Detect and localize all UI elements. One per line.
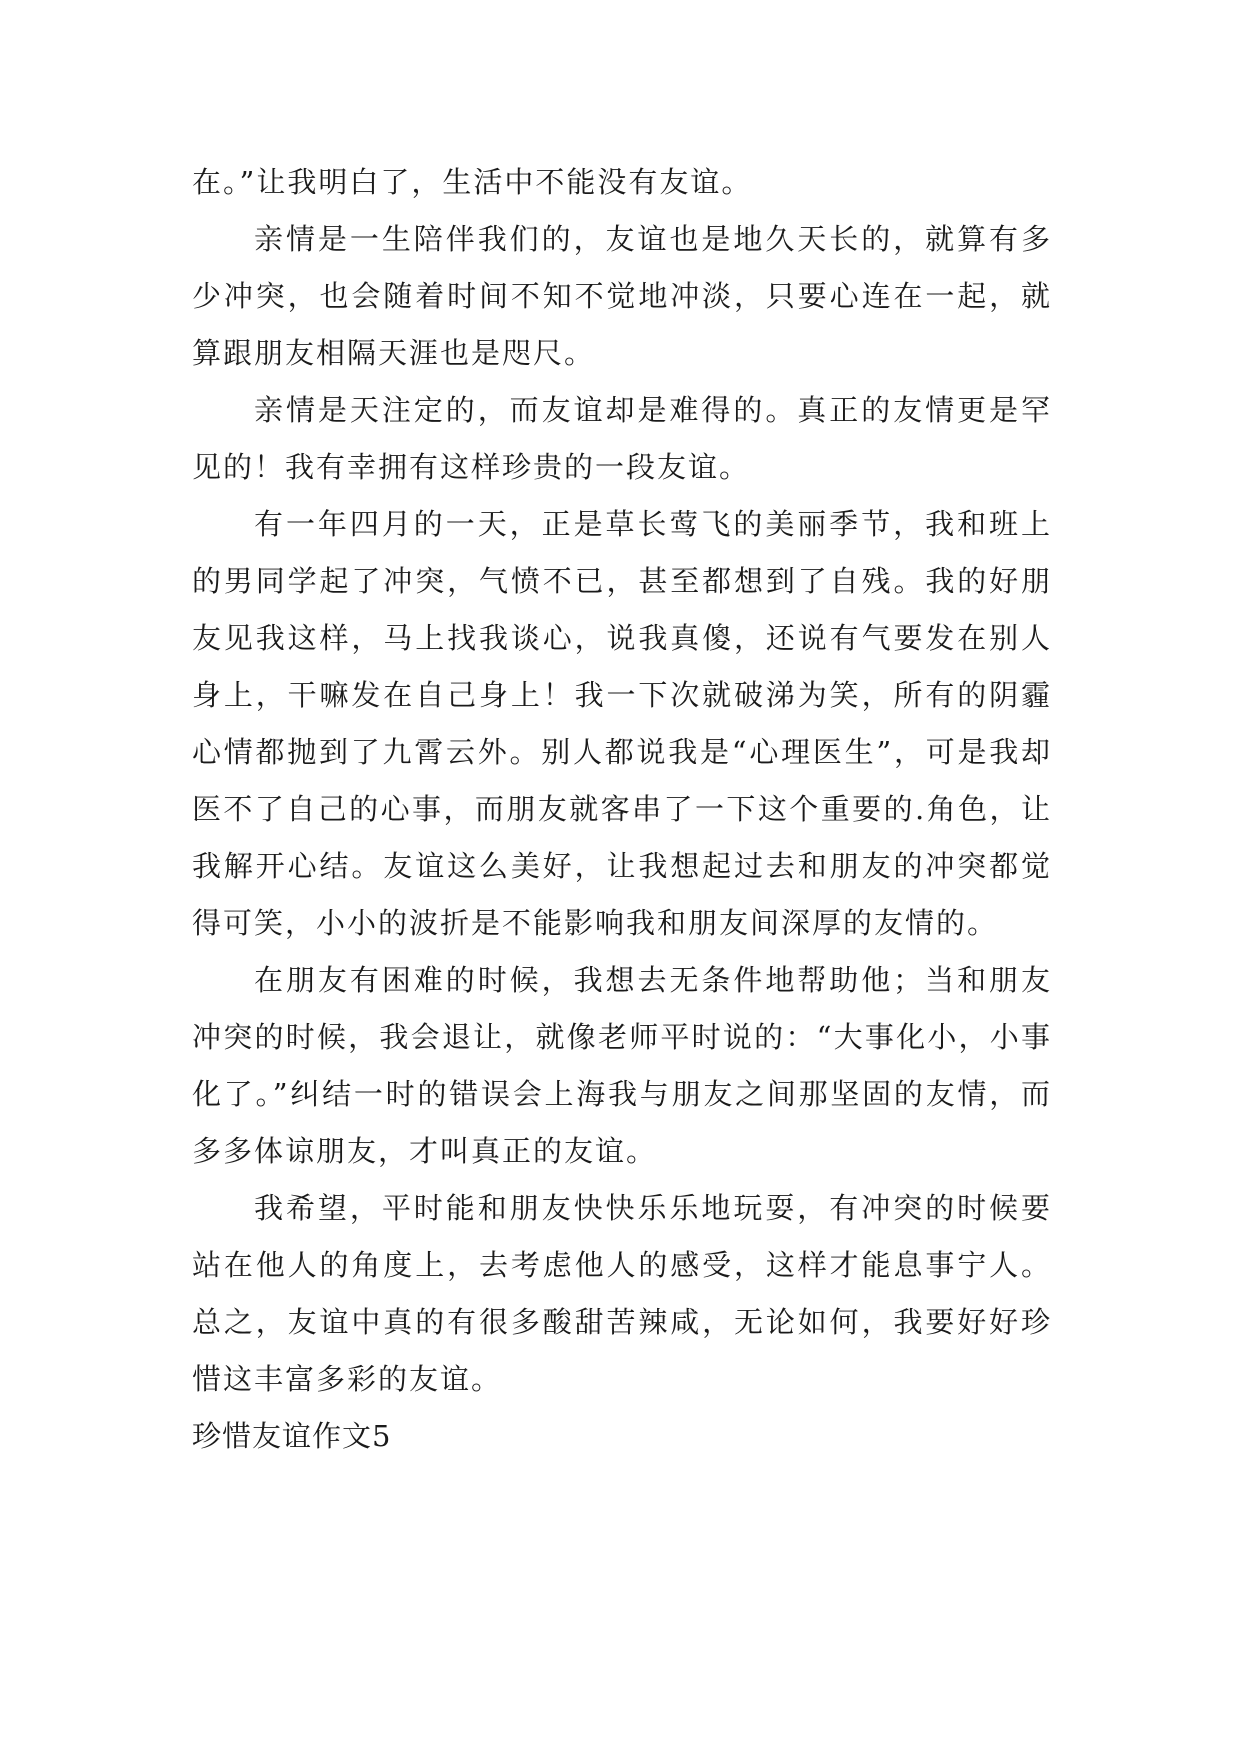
paragraph-1: 在。”让我明白了，生活中不能没有友谊。 xyxy=(192,165,753,199)
paragraph-5: 在朋友有困难的时候，我想去无条件地帮助他；当和朋友冲突的时候，我会退让，就像老师平时说的：“大事化小，小事化了。”纠结一时的错误会上海我与朋友之间那坚固的友情，而多多体谅朋友，才叫真正的友谊。 xyxy=(192,963,1052,1168)
paragraph-4: 有一年四月的一天，正是草长莺飞的美丽季节，我和班上的男同学起了冲突，气愤不已，甚至都想到了自残。我的好朋友见我这样，马上找我谈心，说我真傻，还说有气要发在别人身上，干嘛发在自己身上！我一下次就破涕为笑，所有的阴霾心情都抛到了九霄云外。别人都说我是“心理医生”，可是我却医不了自己的心事，而朋友就客串了一下这个重要的.角色，让我解开心结。友谊这么美好，让我想起过去和朋友的冲突都觉得可笑，小小的波折是不能影响我和朋友间深厚的友情的。 xyxy=(192,507,1052,940)
section-heading: 珍惜友谊作文5 xyxy=(192,1419,392,1453)
paragraph-2: 亲情是一生陪伴我们的，友谊也是地久天长的，就算有多少冲突，也会随着时间不知不觉地冲淡，只要心连在一起，就算跟朋友相隔天涯也是咫尺。 xyxy=(192,222,1052,370)
paragraph-6: 我希望，平时能和朋友快快乐乐地玩耍，有冲突的时候要站在他人的角度上，去考虑他人的感受，这样才能息事宁人。总之，友谊中真的有很多酸甜苦辣咸，无论如何，我要好好珍惜这丰富多彩的友谊。 xyxy=(192,1191,1052,1396)
document-body xyxy=(192,154,1052,1465)
paragraph-3: 亲情是天注定的，而友谊却是难得的。真正的友情更是罕见的！我有幸拥有这样珍贵的一段友谊。 xyxy=(192,393,1052,484)
